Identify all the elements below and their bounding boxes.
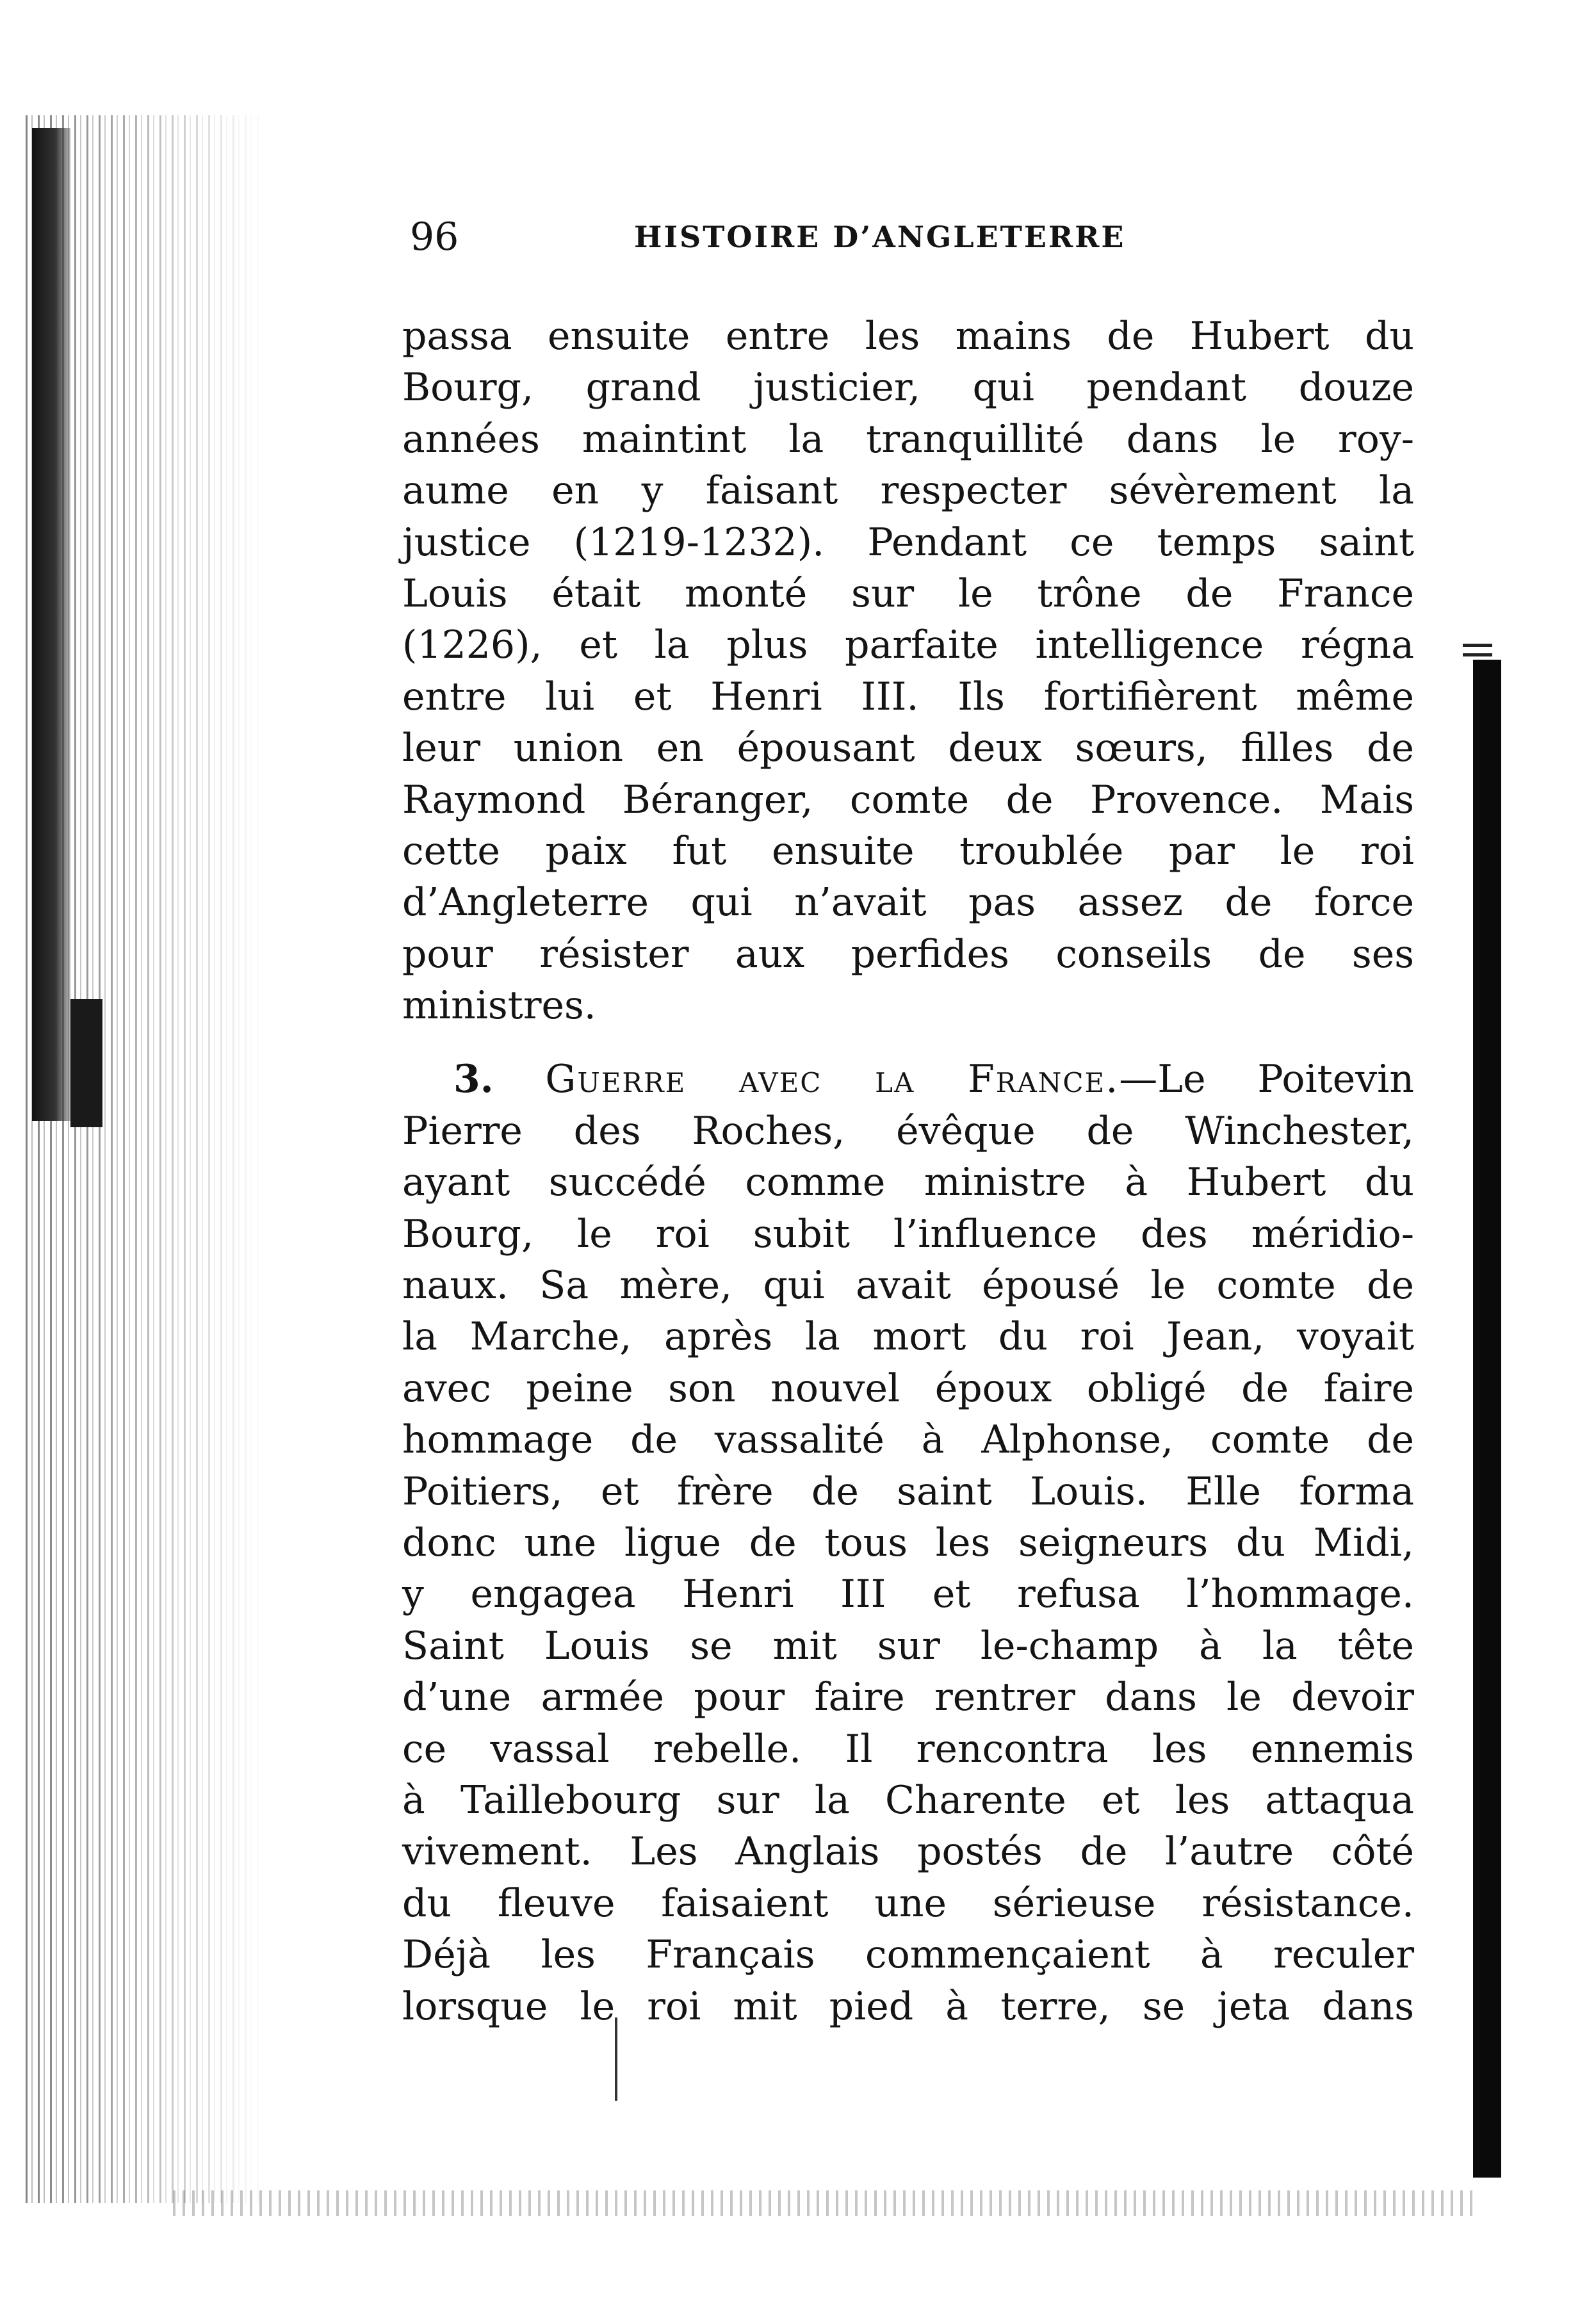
page-body [402, 311, 1414, 2032]
text-line: Louis était monté sur le trône de France [402, 571, 1414, 616]
right-edge-tick [1463, 644, 1492, 647]
text-line: Bourg, grand justicier, qui pendant douze [402, 365, 1414, 411]
text-line: ce vassal rebelle. Il rencontra les ennemis [402, 1726, 1414, 1772]
text-line: aume en y faisant respecter sévèrement la [402, 468, 1414, 514]
running-title: HISTOIRE D’ANGLETERRE [634, 220, 1126, 254]
text-line: d’Angleterre qui n’avait pas assez de force [402, 880, 1414, 925]
paragraph-1 [402, 311, 1414, 1031]
text-line: vivement. Les Anglais postés de l’autre côté [402, 1829, 1414, 1875]
text-line: la Marche, après la mort du roi Jean, voyait [402, 1314, 1414, 1360]
section-heading: Guerre avec la France. [545, 1057, 1120, 1102]
text-line: d’une armée pour faire rentrer dans le devoir [402, 1675, 1414, 1720]
bottom-scan-noise [173, 2190, 1479, 2216]
text-line: à Taillebourg sur la Charente et les attaqua [402, 1777, 1414, 1823]
right-edge-tick [1463, 653, 1492, 656]
text-line: ministres. [402, 983, 596, 1029]
binding-dark-block [70, 999, 102, 1127]
section-first-line-text: —Le Poitevin [1119, 1057, 1414, 1102]
text-line: hommage de vassalité à Alphonse, comte de [402, 1417, 1414, 1463]
text-line: y engagea Henri III et refusa l’hommage. [402, 1572, 1414, 1617]
text-line: pour résister aux perfides conseils de ses [402, 931, 1414, 977]
text-line: leur union en épousant deux sœurs, filles de [402, 726, 1414, 771]
text-line: passa ensuite entre les mains de Hubert du [402, 314, 1414, 359]
right-edge-bar [1473, 660, 1501, 2178]
binding-shadow [32, 128, 70, 1121]
section-3 [402, 1054, 1414, 2032]
text-line: du fleuve faisaient une sérieuse résistance. [402, 1880, 1414, 1926]
section-number: 3. [453, 1057, 494, 1102]
text-line: Raymond Béranger, comte de Provence. Mais [402, 777, 1414, 822]
text-line: avec peine son nouvel époux obligé de faire [402, 1365, 1414, 1411]
text-line: cette paix fut ensuite troublée par le roi [402, 828, 1414, 874]
text-line: Pierre des Roches, évêque de Winchester, [402, 1108, 1414, 1153]
text-line: années maintint la tranquillité dans le roy- [402, 416, 1414, 462]
text-line: Saint Louis se mit sur le-champ à la tête [402, 1623, 1414, 1668]
text-line: justice (1219-1232). Pendant ce temps saint [402, 519, 1414, 565]
text-line: naux. Sa mère, qui avait épousé le comte de [402, 1263, 1414, 1308]
text-line: Déjà les Français commençaient à reculer [402, 1932, 1414, 1978]
text-line: entre lui et Henri III. Ils fortifièrent même [402, 674, 1414, 719]
text-line: Poitiers, et frère de saint Louis. Elle forma [402, 1469, 1414, 1514]
page-number: 96 [410, 215, 459, 259]
text-line: donc une ligue de tous les seigneurs du Midi, [402, 1520, 1414, 1565]
text-line: Bourg, le roi subit l’influence des méridio- [402, 1211, 1414, 1257]
text-line: ayant succédé comme ministre à Hubert du [402, 1160, 1414, 1205]
text-line: (1226), et la plus parfaite intelligence régna [402, 623, 1414, 668]
running-head [410, 211, 1409, 263]
text-line: lorsque le roi mit pied à terre, se jeta dans [402, 1984, 1414, 2029]
section-heading-line [402, 1054, 1414, 1105]
